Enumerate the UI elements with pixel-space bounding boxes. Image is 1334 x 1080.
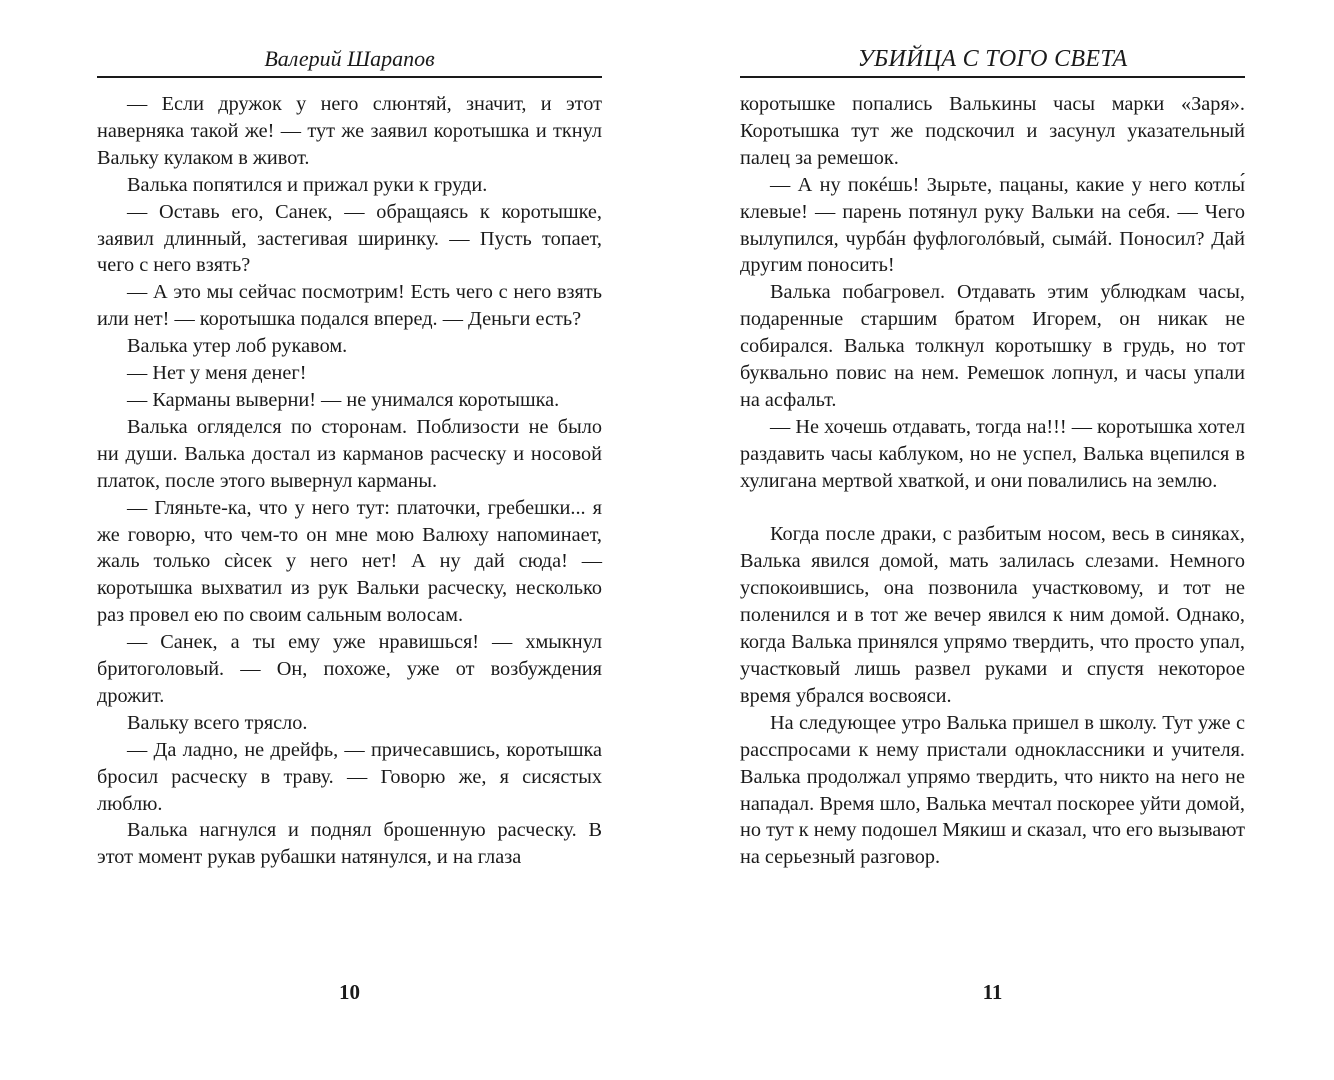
paragraph: — Оставь его, Санек, — обращаясь к коротышке, заявил длинный, застегивая ширинку. — Пусть топает, чего с него взять?	[97, 200, 602, 277]
running-head-title: УБИЙЦА С ТОГО СВЕТА	[857, 46, 1128, 72]
paragraph: Валька нагнулся и поднял брошенную расческу. В этот момент рукав рубашки натянулся, и на глаза	[97, 819, 602, 869]
right-page	[740, 0, 1245, 1080]
paragraph: Валька побагровел. Отдавать этим ублюдкам часы, подаренные старшим братом Игорем, он никак не собирался. Валька толкнул коротышку в грудь, но тот буквально повис на нем. Ремешок лопнул, и часы упали на асфальт.	[740, 281, 1245, 411]
paragraph: Валька утер лоб рукавом.	[127, 335, 348, 358]
paragraph: — Санек, а ты ему уже нравишься! — хмыкнул бритоголовый. — Он, похоже, уже от возбуждения дрожит.	[97, 631, 602, 707]
body-text	[97, 91, 602, 871]
paragraph: Валька огляделся по сторонам. Поблизости не было ни души. Валька достал из карманов расческу и носовой платок, после этого вывернул карманы.	[97, 415, 602, 492]
paragraph: коротышке попались Валькины часы марки «Заря». Коротышка тут же подскочил и засунул указательный палец за ремешок.	[740, 93, 1245, 169]
paragraph: Вальку всего трясло.	[127, 711, 308, 734]
paragraph: На следующее утро Валька пришел в школу. Тут уже с расспросами к нему пристали одноклассники и учителя. Валька продолжал упрямо твердить, что никто на него не нападал. Время шло, Валька мечтал поскорее уйти домой, но тут к нему подошел Мякиш и сказал, что его вызывают на серьезный разговор.	[740, 711, 1245, 869]
paragraph: — Не хочешь отдавать, тогда на!!! — коротышка хотел раздавить часы каблуком, но не успел, Валька вцепился в хулигана мертвой хваткой, и они повалились на землю.	[740, 415, 1245, 492]
body-text	[740, 91, 1245, 871]
paragraph: — Нет у меня денег!	[127, 362, 307, 385]
left-page	[97, 0, 602, 1080]
paragraph: — А это мы сейчас посмотрим! Есть чего с него взять или нет! — коротышка подался вперед. — Деньги есть?	[97, 281, 602, 331]
page-number: 10	[339, 980, 360, 1004]
paragraph: — Карманы выверни! — не унимался коротышка.	[127, 388, 560, 411]
page-number: 11	[982, 980, 1003, 1004]
paragraph: Валька попятился и прижал руки к груди.	[127, 173, 488, 196]
paragraph: — Да ладно, не дрейфь, — причесавшись, коротышка бросил расческу в траву. — Говорю же, я сисястых люблю.	[97, 738, 602, 815]
paragraph: Когда после драки, с разбитым носом, весь в синяках, Валька явился домой, мать залилась слезами. Немного успокоившись, она позвонила участковому, и тот не поленился и в тот же вечер явился к ним домой. Однако, когда Валька принялся упрямо твердить, что просто упал, участковый лишь развел руками и спустя некоторое время убрался восвояси.	[740, 523, 1245, 707]
paragraph: — Если дружок у него слюнтяй, значит, и этот наверняка такой же! — тут же заявил коротышка и ткнул Вальку кулаком в живот.	[97, 93, 602, 169]
running-head-author: Валерий Шарапов	[264, 46, 435, 71]
header-rule	[97, 76, 602, 78]
paragraph: — Гляньте-ка, что у него тут: платочки, гребешки... я же говорю, что чем-то он мне мою Валюху напоминает, жаль только сѝсек у него нет! А ну дай сюда! — коротышка выхватил из рук Вальки расческу, несколько раз провел ею по своим сальным волосам.	[97, 496, 602, 627]
header-rule	[740, 76, 1245, 78]
paragraph: — А ну покéшь! Зырьте, пацаны, какие у него котлы́ клевые! — парень потянул руку Вальки на себя. — Чего вылупился, чурбáн фуфлоголóвый, сымáй. Поносил? Дай другим поносить!	[740, 173, 1245, 277]
